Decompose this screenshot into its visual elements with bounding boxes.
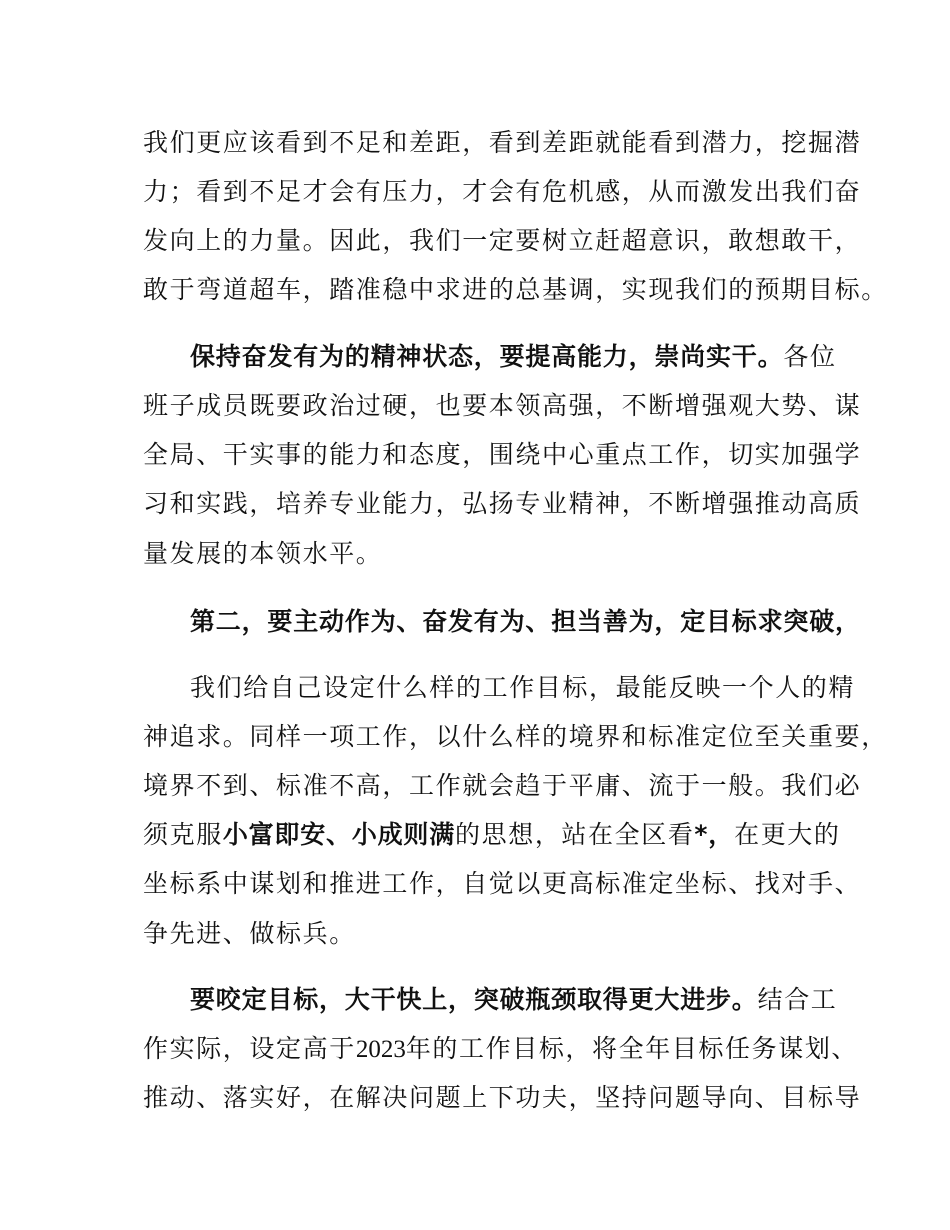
paragraph-1-line-1: 我们更应该看到不足和差距，看到差距就能看到潜力，挖掘潜 <box>143 128 862 157</box>
paragraph-4-line-1-rest: 结合工 <box>757 985 838 1014</box>
paragraph-4-line-2-end: 年的工作目标，将全年目标任务谋划、 <box>405 1034 859 1063</box>
paragraph-2-line-1 <box>190 341 837 373</box>
paragraph-1-line-2: 力；看到不足才会有压力，才会有危机感，从而激发出我们奋 <box>143 177 862 206</box>
paragraph-2-line-1-rest: 各位 <box>783 342 837 371</box>
paragraph-2-line-3: 全局、干实事的能力和态度，围绕中心重点工作，切实加强学 <box>143 440 862 469</box>
paragraph-3-line-5: 坐标系中谋划和推进工作，自觉以更高标准定坐标、找对手、 <box>143 869 862 898</box>
year-number: 2023 <box>355 1036 406 1063</box>
paragraph-3-line-4-middle: 的思想，站在全区看 <box>455 820 695 849</box>
paragraph-3-line-4 <box>143 819 841 851</box>
paragraph-4-line-2-start: 作实际，设定高于 <box>143 1034 356 1063</box>
paragraph-4-line-3: 推动、落实好，在解决问题上下功夫，坚持问题导向、目标导 <box>143 1083 862 1112</box>
paragraph-2-line-2: 班子成员既要政治过硬，也要本领高强，不断增强观大势、谋 <box>143 391 862 420</box>
paragraph-4-heading: 要咬定目标，大干快上，突破瓶颈取得更大进步。 <box>190 985 758 1014</box>
section-heading: 第二，要主动作为、奋发有为、担当善为，定目标求突破， <box>190 607 861 636</box>
paragraph-1-line-3: 发向上的力量。因此，我们一定要树立赶超意识，敢想敢干， <box>143 226 862 255</box>
paragraph-3-line-4-start: 须克服 <box>143 820 223 849</box>
paragraph-2-line-5: 量发展的本领水平。 <box>143 539 383 568</box>
placeholder-asterisk: *， <box>694 820 735 849</box>
paragraph-3-line-1: 我们给自己设定什么样的工作目标，最能反映一个人的精 <box>190 673 856 702</box>
paragraph-2-heading: 保持奋发有为的精神状态，要提高能力，崇尚实干。 <box>190 342 784 371</box>
paragraph-3-line-3: 境界不到、标准不高，工作就会趋于平庸、流于一般。我们必 <box>143 771 862 800</box>
paragraph-3-line-2: 神追求。同样一项工作，以什么样的境界和标准定位至关重要， <box>143 722 888 751</box>
paragraph-4-line-2 <box>143 1033 858 1066</box>
paragraph-4-line-1 <box>190 984 837 1016</box>
paragraph-3-line-4-end: 在更大的 <box>734 820 841 849</box>
paragraph-3-line-6: 争先进、做标兵。 <box>143 919 356 948</box>
paragraph-2-line-4: 习和实践，培养专业能力，弘扬专业精神，不断增强推动高质 <box>143 489 862 518</box>
emphasis-phrase: 小富即安、小成则满 <box>222 820 456 849</box>
paragraph-1-line-4: 敢于弯道超车，踏准稳中求进的总基调，实现我们的预期目标。 <box>143 275 888 304</box>
